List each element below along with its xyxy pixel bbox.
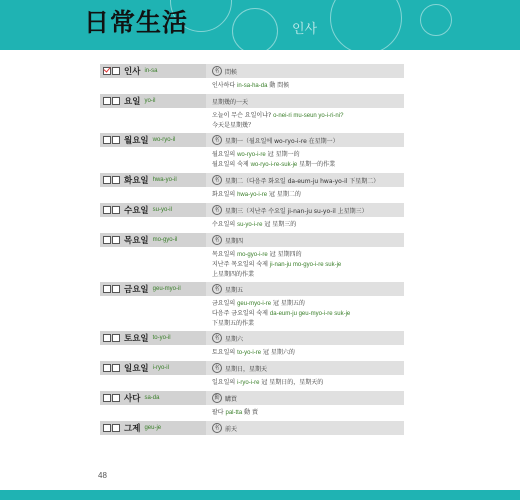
vocab-word: 금요일 [124, 285, 149, 295]
vocab-entry-header [100, 173, 404, 187]
vocab-example-line [212, 348, 404, 358]
vocab-example-line [212, 81, 404, 91]
vocab-word: 월요일 [124, 136, 149, 146]
part-of-speech-badge: 名 [212, 135, 222, 145]
vocab-entry-header [100, 282, 404, 296]
vocab-meaning: 星期一（월요일에 wo-ryo-i-re 在星期一） [225, 137, 339, 145]
page-title: 日常生活 [84, 8, 189, 37]
vocab-meaning: 星期四 [225, 237, 244, 245]
header-bubble-decoration [330, 0, 402, 50]
vocab-meaning-cell [206, 203, 404, 217]
example-text: 冠 星期四的 [267, 251, 302, 258]
vocab-example-line [212, 378, 404, 388]
example-romanization: wo-ryo-i-re-suk-je [250, 162, 298, 168]
vocab-meaning: 星期日，星期天 [225, 365, 268, 373]
vocab-example-block [212, 248, 404, 282]
vocab-entry [100, 282, 404, 331]
example-text: 上星期四的作業 [212, 271, 255, 278]
example-text: 冠 星期日的，星期天的 [259, 379, 324, 386]
vocab-entry [100, 203, 404, 233]
example-text: 목요일의 [212, 251, 238, 258]
vocab-example-line [212, 150, 404, 160]
vocab-word: 화요일 [124, 176, 149, 186]
checkbox-icon[interactable] [103, 176, 111, 184]
vocab-example-block [212, 218, 404, 233]
part-of-speech-badge: 動 [212, 393, 222, 403]
example-text: 動 賣 [242, 409, 259, 416]
vocab-example-line [212, 309, 404, 319]
checkbox-icon[interactable] [103, 424, 111, 432]
vocab-meaning-cell [206, 331, 404, 345]
vocab-meaning: 星期六 [225, 335, 244, 343]
entry-spacer [100, 436, 404, 439]
vocab-word-cell [100, 391, 206, 405]
checkbox-icon[interactable] [112, 394, 120, 402]
checkbox-icon[interactable] [112, 136, 120, 144]
vocab-word-cell [100, 282, 206, 296]
vocab-word-cell [100, 331, 206, 345]
example-text: 토요일의 [212, 349, 238, 356]
vocab-example-line [212, 160, 404, 170]
example-text: 星期一的作業 [297, 161, 336, 168]
vocab-example-block [212, 406, 404, 421]
example-text: 다음주 금요일의 숙제 [212, 310, 270, 317]
example-text: 금요일의 [212, 300, 238, 307]
vocab-example-line [212, 260, 404, 270]
vocab-entry-header [100, 64, 404, 78]
vocab-example-line [212, 299, 404, 309]
vocab-meaning-cell [206, 361, 404, 375]
part-of-speech-badge: 名 [212, 66, 222, 76]
header-watermark: 인사 [292, 22, 318, 37]
vocab-entry [100, 173, 404, 203]
example-romanization: i-ryo-i-re [237, 380, 260, 386]
example-romanization: geu-myo-i-re [237, 301, 272, 307]
vocab-example-line [212, 270, 404, 279]
vocab-meaning: 購買 [225, 395, 238, 403]
example-text: 冠 星期一的 [265, 151, 300, 158]
example-romanization: pal-tta [225, 410, 243, 416]
vocab-meaning-cell [206, 282, 404, 296]
vocab-entry-header [100, 391, 404, 405]
vocab-word: 그제 [124, 424, 141, 434]
vocab-word-cell [100, 421, 206, 435]
vocab-example-line [212, 220, 404, 230]
checkbox-icon[interactable] [103, 136, 111, 144]
page-number: 48 [98, 471, 107, 480]
vocab-meaning-cell [206, 64, 404, 78]
vocabulary-list [100, 64, 404, 439]
example-text: 팔다 [212, 409, 226, 416]
checkbox-icon[interactable] [103, 394, 111, 402]
checkbox-icon[interactable] [112, 176, 120, 184]
example-romanization: su-yo-i-re [237, 222, 263, 228]
example-text: 일요일의 [212, 379, 238, 386]
header-bubble-decoration [232, 8, 278, 50]
vocab-entry [100, 94, 404, 133]
vocab-word: 토요일 [124, 334, 149, 344]
vocab-meaning: 問候 [225, 68, 238, 76]
example-text: 下星期五的作業 [212, 320, 255, 327]
vocab-entry-header [100, 421, 404, 435]
header-band [0, 0, 520, 50]
vocab-entry [100, 64, 404, 94]
header-bubble-decoration [420, 4, 452, 36]
vocab-example-line [212, 408, 404, 418]
example-text: 오늘이 무슨 요일이냐? [212, 112, 274, 119]
vocab-romanization: in-sa [144, 68, 158, 74]
part-of-speech-badge: 名 [212, 235, 222, 245]
checkbox-icon[interactable] [103, 236, 111, 244]
vocab-entry-header [100, 133, 404, 147]
example-text: 冠 星期五的 [271, 300, 305, 307]
vocab-example-block [212, 79, 404, 94]
vocab-romanization: hwa-yo-il [152, 177, 177, 183]
vocab-entry [100, 421, 404, 439]
checkbox-icon[interactable] [103, 285, 111, 293]
example-romanization: wo-ryo-i-re [237, 152, 266, 158]
vocab-entry [100, 391, 404, 421]
vocab-meaning: 星期三（지난주 수요일 ji-nan-ju su-yo-il 上星期三） [225, 207, 368, 215]
vocab-meaning-cell [206, 421, 404, 435]
vocab-entry [100, 133, 404, 173]
vocab-romanization: sa-da [144, 395, 160, 401]
checkbox-icon[interactable] [103, 97, 111, 105]
vocab-word-cell [100, 361, 206, 375]
checkbox-icon[interactable] [112, 424, 120, 432]
vocab-entry-header [100, 361, 404, 375]
vocab-entry [100, 331, 404, 361]
vocab-word: 요일 [124, 97, 141, 107]
vocab-romanization: geu-myo-il [152, 286, 181, 292]
part-of-speech-badge: 名 [212, 363, 222, 373]
example-text: 월요일의 숙제 [212, 161, 251, 168]
vocab-entry-header [100, 233, 404, 247]
vocab-example-line [212, 111, 404, 121]
example-romanization: mo-gyo-i-re [237, 252, 268, 258]
vocab-word: 목요일 [124, 236, 149, 246]
example-text: 冠 星期六的 [261, 349, 295, 356]
vocab-word: 수요일 [124, 206, 149, 216]
vocab-romanization: i-ryo-il [152, 365, 169, 371]
example-romanization: ji-nan-ju mo-gyo-i-re suk-je [269, 262, 342, 268]
part-of-speech-badge: 名 [212, 333, 222, 343]
checkbox-icon[interactable] [112, 334, 120, 342]
example-text: 인사하다 [212, 82, 238, 89]
vocab-example-line [212, 190, 404, 200]
vocab-romanization: to-yo-il [152, 335, 171, 341]
example-text: 動 問候 [267, 82, 290, 89]
checkbox-icon[interactable] [103, 206, 111, 214]
vocab-word-cell [100, 173, 206, 187]
vocab-romanization: geu-je [144, 425, 162, 431]
example-text: 월요일의 [212, 151, 238, 158]
checked-checkbox-icon[interactable] [103, 67, 111, 75]
vocab-example-line [212, 121, 404, 130]
vocab-romanization: yo-il [144, 98, 156, 104]
example-romanization: o-nei-ri mu-seun yo-i-ri-ni? [273, 113, 344, 119]
vocab-word: 인사 [124, 67, 141, 77]
checkbox-icon[interactable] [112, 206, 120, 214]
part-of-speech-badge: 名 [212, 423, 222, 433]
example-text: 지난주 목요일의 숙제 [212, 261, 270, 268]
vocab-meaning-cell [206, 94, 404, 108]
vocab-meaning-cell [206, 133, 404, 147]
vocab-meaning: 星期五 [225, 286, 244, 294]
part-of-speech-badge: 名 [212, 205, 222, 215]
vocab-example-line [212, 250, 404, 260]
example-romanization: in-sa-ha-da [237, 83, 268, 89]
vocab-example-block [212, 109, 404, 133]
vocab-example-block [212, 188, 404, 203]
vocab-meaning: 前天 [225, 425, 238, 433]
vocab-word-cell [100, 94, 206, 108]
vocab-entry-header [100, 203, 404, 217]
example-romanization: hwa-yo-i-re [237, 192, 268, 198]
vocab-word-cell [100, 233, 206, 247]
part-of-speech-badge: 名 [212, 284, 222, 294]
checkbox-icon[interactable] [112, 67, 120, 75]
example-text: 今天是星期幾？ [212, 122, 255, 129]
vocab-meaning-cell [206, 391, 404, 405]
vocab-meaning: 星期二（다음주 화요일 da-eum-ju hwa-yo-il 下星期二） [225, 177, 380, 185]
example-text: 화요일의 [212, 191, 238, 198]
vocab-entry-header [100, 331, 404, 345]
example-romanization: to-yo-i-re [237, 350, 262, 356]
example-text: 수요일의 [212, 221, 238, 228]
vocab-meaning-cell [206, 233, 404, 247]
vocab-romanization: su-yo-il [152, 207, 172, 213]
vocab-romanization: wo-ryo-il [152, 137, 176, 143]
vocab-word-cell [100, 64, 206, 78]
example-text: 冠 星期三的 [262, 221, 297, 228]
vocab-meaning: 星期幾的一天 [212, 98, 249, 106]
vocab-example-block [212, 376, 404, 391]
vocab-example-block [212, 346, 404, 361]
checkbox-icon[interactable] [112, 97, 120, 105]
checkbox-icon[interactable] [112, 285, 120, 293]
vocab-example-line [212, 319, 404, 328]
checkbox-icon[interactable] [103, 364, 111, 372]
example-text: 冠 星期二的 [267, 191, 301, 198]
vocab-romanization: mo-gyo-il [152, 237, 178, 243]
vocab-word-cell [100, 203, 206, 217]
part-of-speech-badge: 名 [212, 175, 222, 185]
vocab-entry-header [100, 94, 404, 108]
vocab-word-cell [100, 133, 206, 147]
vocab-word: 일요일 [124, 364, 149, 374]
vocab-entry [100, 233, 404, 282]
checkbox-icon[interactable] [103, 334, 111, 342]
vocab-entry [100, 361, 404, 391]
vocab-word: 사다 [124, 394, 141, 404]
example-romanization: da-eum-ju geu-myo-i-re suk-je [269, 311, 351, 317]
vocab-meaning-cell [206, 173, 404, 187]
checkbox-icon[interactable] [112, 236, 120, 244]
vocab-example-block [212, 148, 404, 173]
checkbox-icon[interactable] [112, 364, 120, 372]
vocab-example-block [212, 297, 404, 331]
footer-band [0, 490, 520, 500]
